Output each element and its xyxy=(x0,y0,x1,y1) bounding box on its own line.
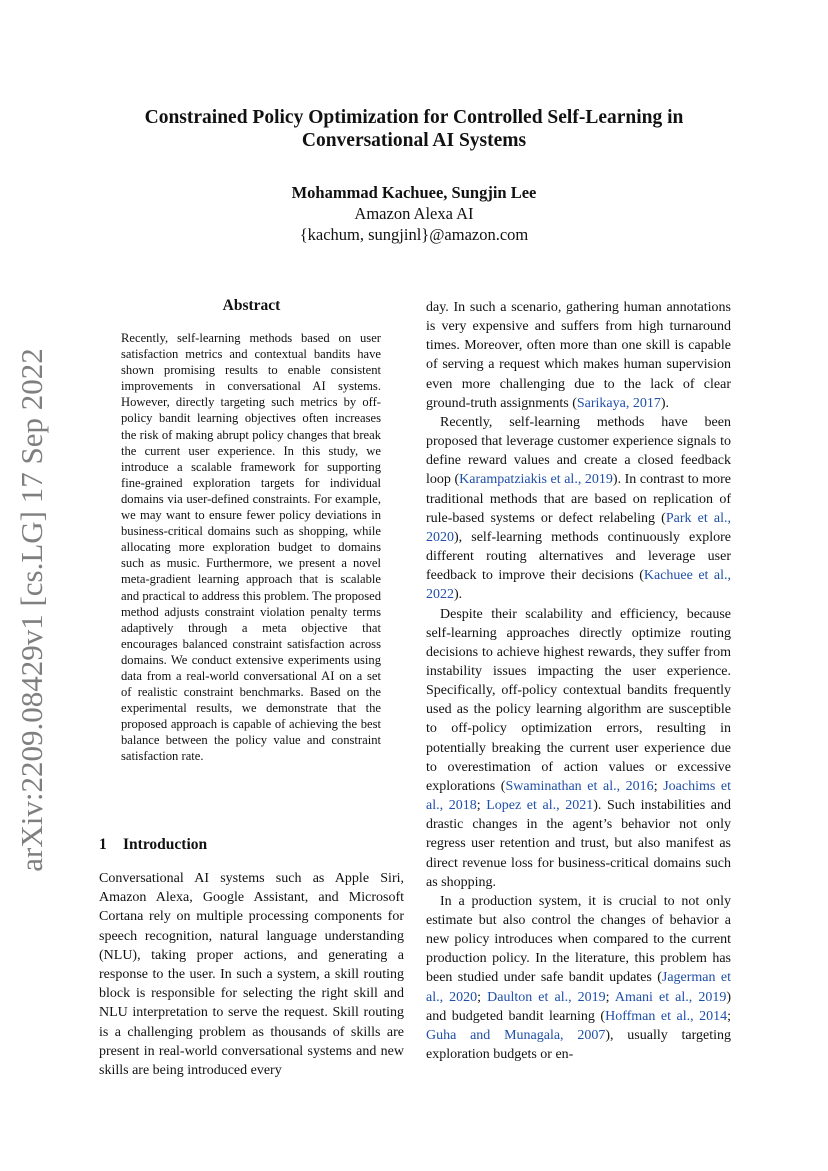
author-email: {kachum, sungjinl}@amazon.com xyxy=(299,225,529,244)
arxiv-stamp-text: arXiv:2209.08429v1 [cs.LG] 17 Sep 2022 xyxy=(14,348,49,872)
paragraph-production: In a production system, it is crucial to not only estimate but also control the changes of behavior a new policy introduces when compared to the current production policy. In the literature, this problem has been studied under safe bandit updates (Jagerman et al., 2020; Daulton et al., 2019; Amani et al., 2019) and budgeted bandit learning (Hoffman et al., 2014; Guha and Munagala, 2007), usually targeting exploration budgets or en- xyxy=(426,893,732,1063)
citation-link[interactable]: Kachuee et al., 2022 xyxy=(426,568,731,603)
citation-link[interactable]: Hoffman et al., 2014 xyxy=(605,1008,728,1024)
citation-link[interactable]: Park et al., 2020 xyxy=(426,510,731,545)
abstract-body xyxy=(121,330,381,765)
author-block xyxy=(0,182,828,245)
section-number: 1 xyxy=(99,836,107,853)
section-title: Introduction xyxy=(123,836,208,853)
arxiv-watermark xyxy=(14,348,50,872)
author-names: Mohammad Kachuee, Sungjin Lee xyxy=(291,183,537,202)
citation-link[interactable]: Guha and Munagala, 2007 xyxy=(426,1027,606,1043)
paragraph-self-learning: Recently, self-learning methods have been proposed that leverage customer experience signals to define reward values and create a closed feedback loop (Karampatziakis et al., 2019). In contrast to more traditional methods that are based on replication of rule-based systems or defect relabeling (Park et al., 2020), self-learning methods continuously explore different routing alternatives and leverage user feedback to improve their decisions (Kachuee et al., 2022). xyxy=(426,414,731,603)
paper-title-line-2: Conversational AI Systems xyxy=(301,130,527,151)
citation-link[interactable]: Lopez et al., 2021 xyxy=(486,798,594,814)
citation-link[interactable]: Joachims et al., 2018 xyxy=(426,778,731,814)
paper-title-line-1: Constrained Policy Optimization for Controlled Self-Learning in xyxy=(144,107,684,128)
intro-paragraph-1: Conversational AI systems such as Apple Siri, Amazon Alexa, Google Assistant, and Microsoft Cortana rely on multiple processing components for speech recognition, natural language understanding (NLU), taking proper actions, and generating a response to the user. In such a system, a skill routing block is responsible for selecting the right skill and NLU interpretation to serve the request. Skill routing is a challenging problem as thousands of skills are present in real-world conversational systems and new skills are being introduced every xyxy=(99,871,404,1079)
paragraph-instability: Despite their scalability and efficiency, because self-learning approaches directly optimize routing decisions to achieve highest rewards, they suffer from instability issues impacting the user experience. Specifically, off-policy contextual bandits frequently used as the policy learning algorithm are susceptible to off-policy optimization errors, resulting in potentially breaking the current user experience due to overestimation of action values or excessive explorations (Swaminathan et al., 2016; Joachims et al., 2018; Lopez et al., 2021). Such instabilities and drastic changes in the agent’s behavior not only regress user retention and trust, but also manifest as direct revenue loss for business-critical domains such as shopping. xyxy=(426,606,731,890)
paper-title xyxy=(0,106,828,152)
citation-link[interactable]: Amani et al., 2019 xyxy=(614,989,727,1005)
section-heading-introduction xyxy=(99,836,207,854)
citation-link[interactable]: Swaminathan et al., 2016 xyxy=(505,778,654,794)
author-affiliation: Amazon Alexa AI xyxy=(354,204,474,223)
left-column-body xyxy=(99,869,404,1080)
citation-link[interactable]: Karampatziakis et al., 2019 xyxy=(459,472,613,488)
citation-link[interactable]: Sarikaya, 2017 xyxy=(576,395,661,411)
abstract-text: Recently, self-learning methods based on user satisfaction metrics and contextual bandits have shown promising results to enable consistent improvements in conversational AI systems. However, directly targeting such metrics by off-policy bandit learning objectives often increases the risk of making abrupt policy changes that break the current user experience. In this study, we introduce a scalable framework for supporting fine-grained exploration targets for individual domains via user-defined constraints. For example, we may want to ensure fewer policy deviations in business-critical domains such as shopping, while allocating more exploration budget to domains such as music. Furthermore, we present a novel meta-gradient learning approach that is scalable and practical to address this problem. The proposed method adjusts constraint violation penalty terms adaptively through a meta objective that encourages balanced constraint satisfaction across domains. We conduct extensive experiments using data from a real-world conversational AI on a set of realistic constraint benchmarks. Based on the experimental results, we demonstrate that the proposed approach is capable of achieving the best balance between the policy value and constraint satisfaction rate. xyxy=(121,331,381,764)
citation-link[interactable]: Daulton et al., 2019 xyxy=(487,989,606,1005)
paragraph-continued: day. In such a scenario, gathering human annotations is very expensive and suffers from high turnaround times. Moreover, often more than one skill is capable of serving a request which makes human supervision even more challenging due to the lack of clear ground-truth assignments (Sarikaya, 2017). xyxy=(426,300,731,411)
abstract-heading: Abstract xyxy=(222,297,281,314)
right-column-body xyxy=(426,298,731,1064)
citation-link[interactable]: Jagerman et al., 2020 xyxy=(426,970,731,1005)
